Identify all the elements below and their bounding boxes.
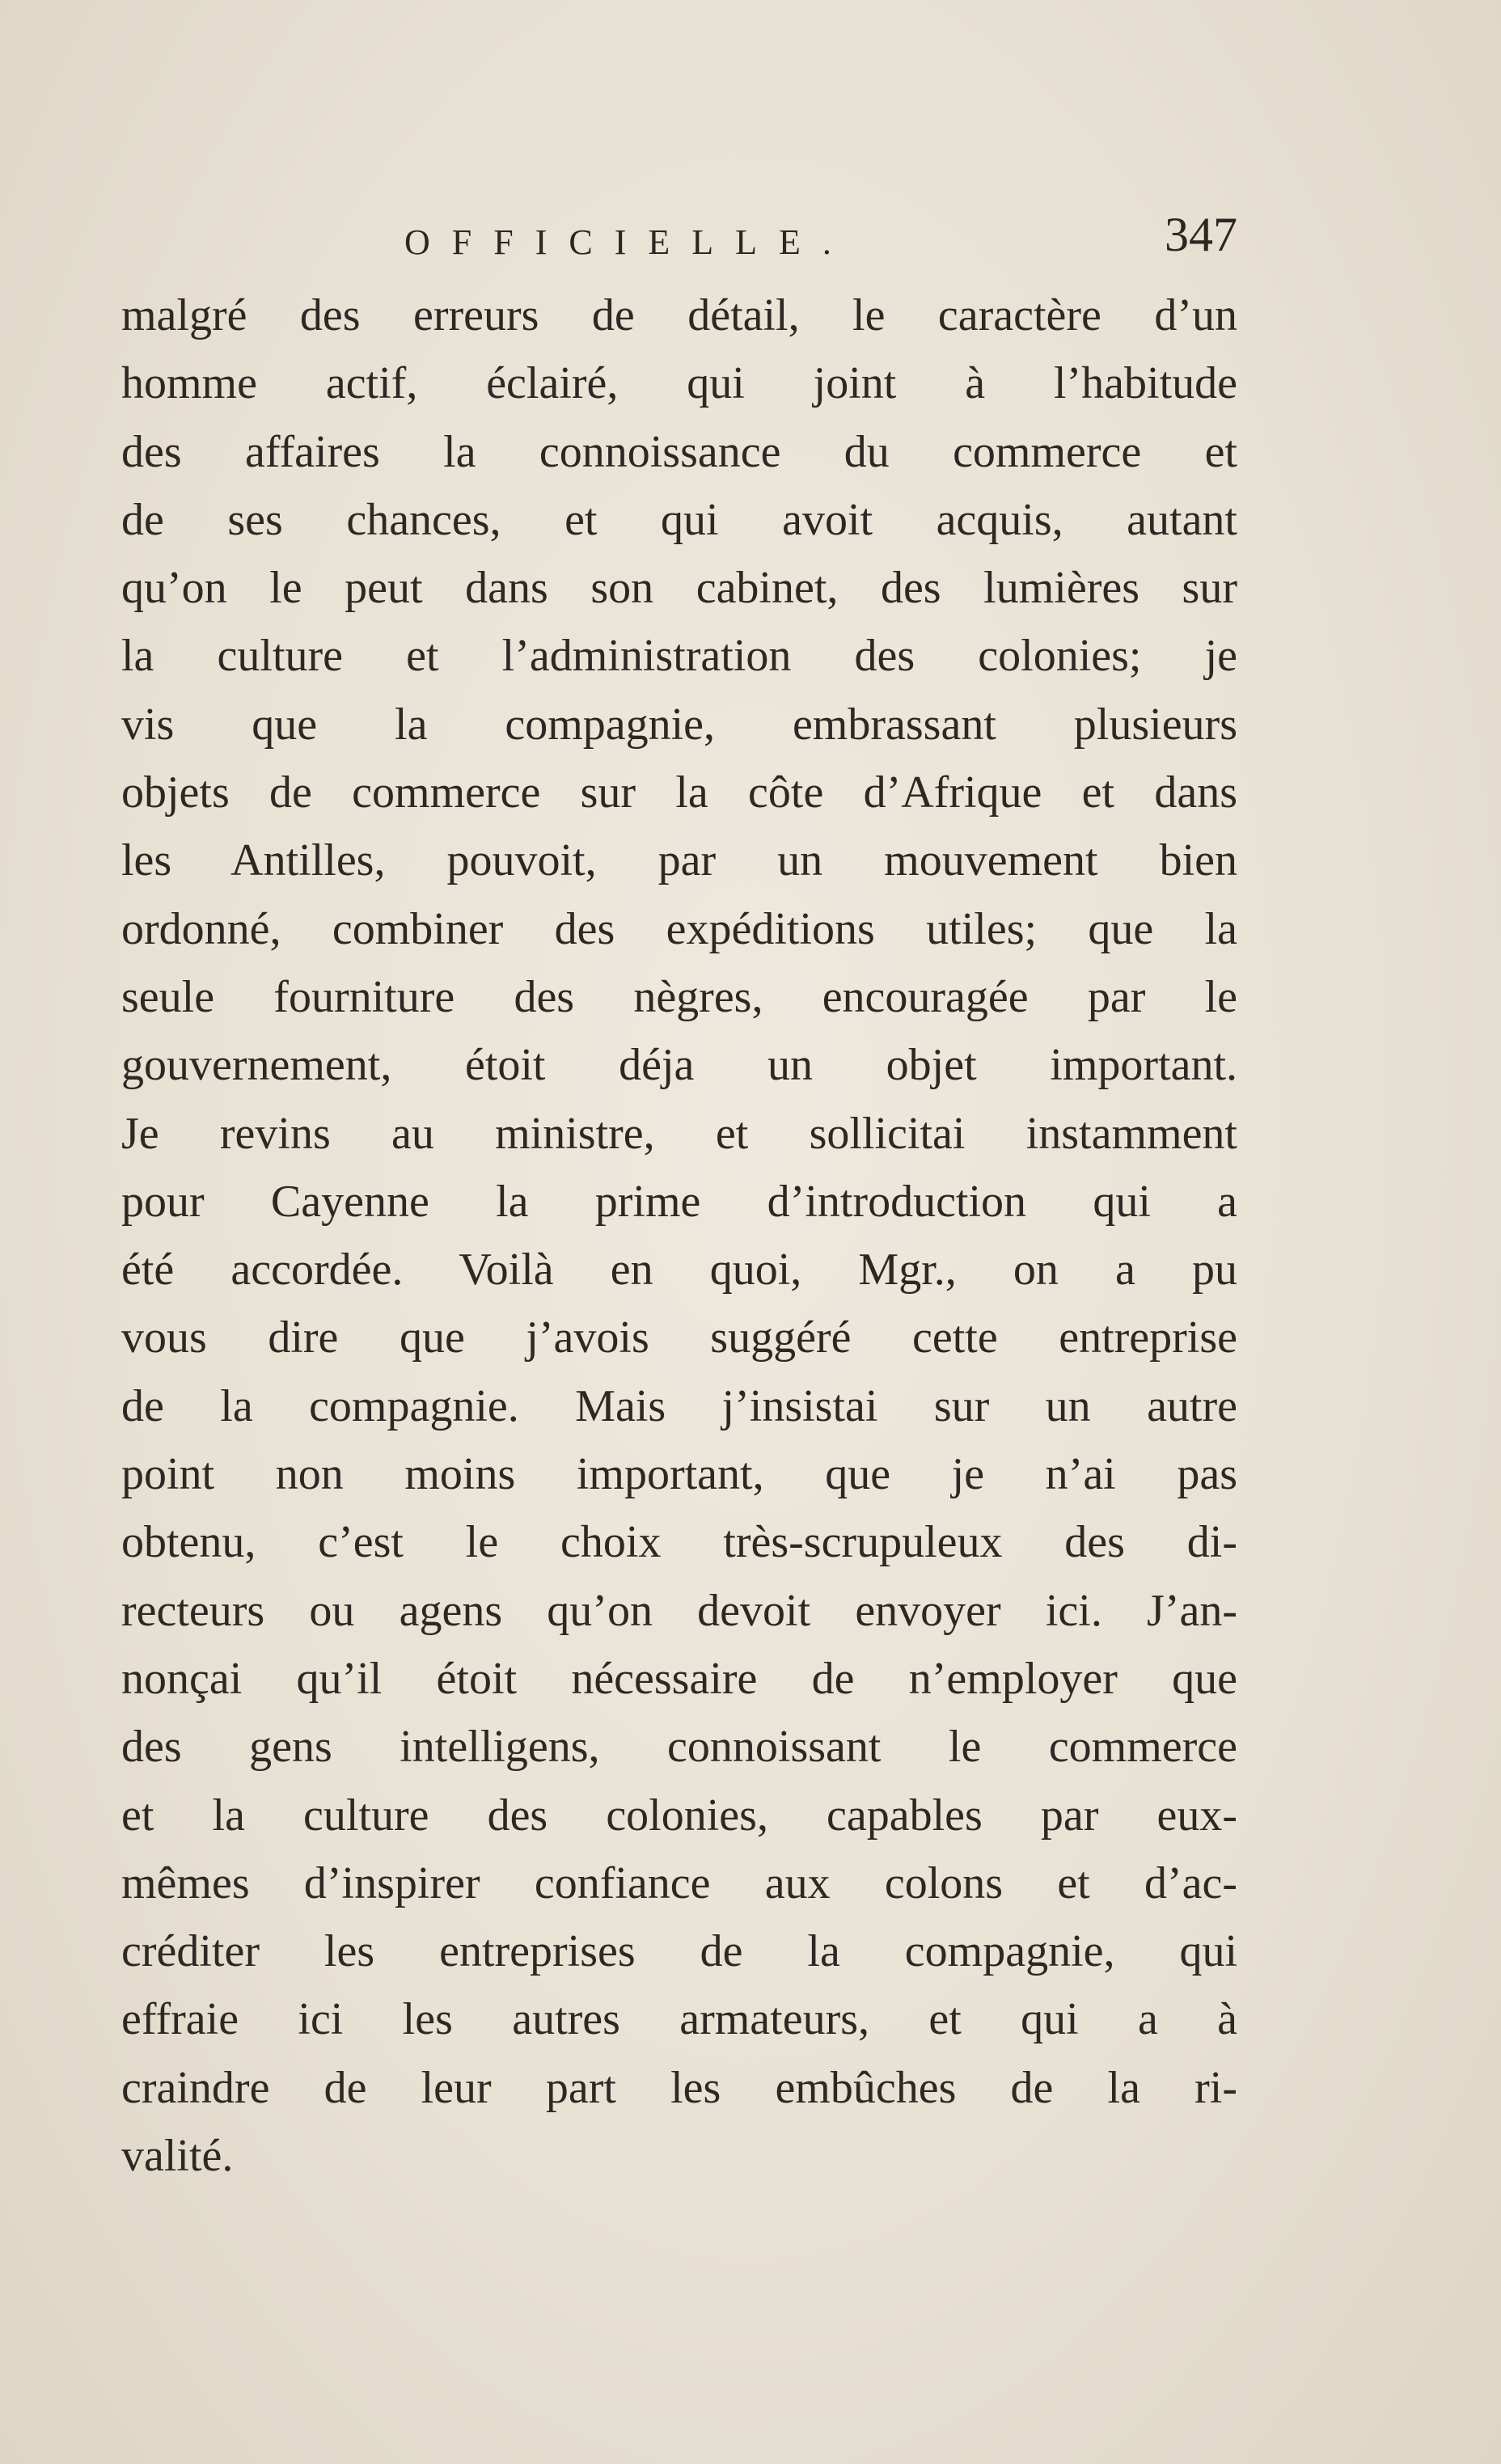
text-line: et la culture des colonies, capables par eux- [121,1790,1237,1841]
text-line: créditer les entreprises de la compagnie, qui [121,1926,1237,1977]
text-line: obtenu, c’est le choix très-scrupuleux des di- [121,1517,1237,1568]
text-line: craindre de leur part les embûches de la ri- [121,2062,1237,2113]
page-header [121,208,1237,285]
text-line: ordonné, combiner des expéditions utiles; que la [121,903,1237,954]
text-line: objets de commerce sur la côte d’Afrique et dans [121,767,1237,818]
text-line: seule fourniture des nègres, encouragée par le [121,971,1237,1022]
text-line: été accordée. Voilà en quoi, Mgr., on a pu [121,1245,1237,1295]
body-text [121,281,1237,2190]
text-line: vous dire que j’avois suggéré cette entreprise [121,1312,1237,1363]
text-line: effraie ici les autres armateurs, et qui a à [121,1994,1237,2045]
text-line: Je revins au ministre, et sollicitai instamment [121,1108,1237,1159]
page-number: 347 [1165,208,1237,261]
text-line: pour Cayenne la prime d’introduction qui a [121,1176,1237,1227]
text-line: de la compagnie. Mais j’insistai sur un autre [121,1380,1237,1431]
text-line: mêmes d’inspirer confiance aux colons et d’ac- [121,1858,1237,1908]
text-line: de ses chances, et qui avoit acquis, autant [121,494,1237,545]
text-line: homme actif, éclairé, qui joint à l’habitude [121,358,1237,409]
running-head: OFFICIELLE. [404,222,853,262]
text-line: les Antilles, pouvoit, par un mouvement bien [121,835,1237,886]
text-line: des affaires la connoissance du commerce et [121,426,1237,477]
text-line: la culture et l’administration des colonies; je [121,631,1237,682]
text-line: qu’on le peut dans son cabinet, des lumières sur [121,563,1237,614]
text-line: nonçai qu’il étoit nécessaire de n’employer que [121,1653,1237,1704]
text-line: valité. [121,2131,234,2182]
text-line: recteurs ou agens qu’on devoit envoyer ici. J’an- [121,1585,1237,1636]
text-line: malgré des erreurs de détail, le caractère d’un [121,290,1237,340]
text-line: gouvernement, étoit déja un objet important. [121,1040,1237,1091]
text-line: des gens intelligens, connoissant le commerce [121,1722,1237,1773]
text-line: point non moins important, que je n’ai pas [121,1449,1237,1500]
text-line: vis que la compagnie, embrassant plusieurs [121,699,1237,750]
